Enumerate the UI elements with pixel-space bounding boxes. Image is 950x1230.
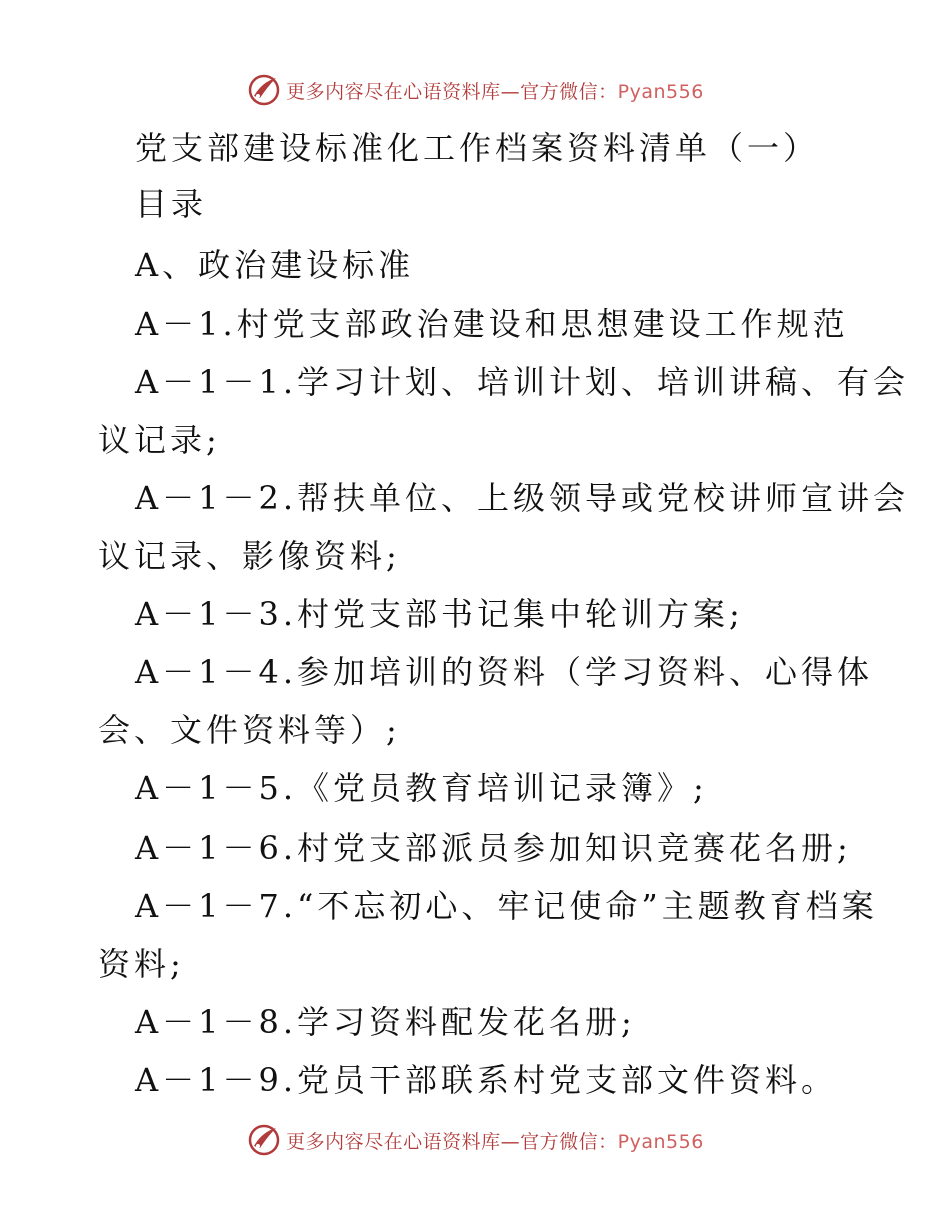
document-title: 党支部建设标准化工作档案资料清单（一） [135,129,820,167]
watermark-account: Pyan556 [617,1130,704,1153]
list-item-a-1-5: A－1－5.《党员教育培训记录簿》; [135,769,708,807]
toc-heading: 目录 [135,185,208,223]
list-item-a-1-9: A－1－9.党员干部联系村党支部文件资料。 [135,1061,838,1099]
watermark-account: Pyan556 [617,80,704,103]
watermark-text: 更多内容尽在心语资料库—官方微信：Pyan556 [286,80,704,103]
list-item-a-1-1: A－1－1.学习计划、培训计划、培训讲稿、有会 [135,363,910,401]
list-item-a-1-7-cont: 资料; [98,945,185,983]
list-item-a-1-6: A－1－6.村党支部派员参加知识竞赛花名册; [135,829,852,867]
list-item-a-1-2: A－1－2.帮扶单位、上级领导或党校讲师宣讲会 [135,479,910,517]
watermark-footer [0,1120,950,1160]
subsection-heading-a1: A－1.村党支部政治建设和思想建设工作规范 [135,305,849,343]
list-item-a-1-4-cont: 会、文件资料等）; [98,711,401,749]
list-item-a-1-3: A－1－3.村党支部书记集中轮训方案; [135,595,744,633]
list-item-a-1-8: A－1－8.学习资料配发花名册; [135,1003,636,1041]
list-item-a-1-7: A－1－7.“不忘初心、牢记使命”主题教育档案 [135,887,878,925]
list-item-a-1-1-cont: 议记录; [98,421,221,459]
list-item-a-1-4: A－1－4.参加培训的资料（学习资料、心得体 [135,653,874,691]
watermark-text: 更多内容尽在心语资料库—官方微信：Pyan556 [286,1130,704,1153]
section-heading-a: A、政治建设标准 [135,246,415,284]
list-item-a-1-2-cont: 议记录、影像资料; [98,537,401,575]
pen-logo-icon [246,1122,282,1158]
